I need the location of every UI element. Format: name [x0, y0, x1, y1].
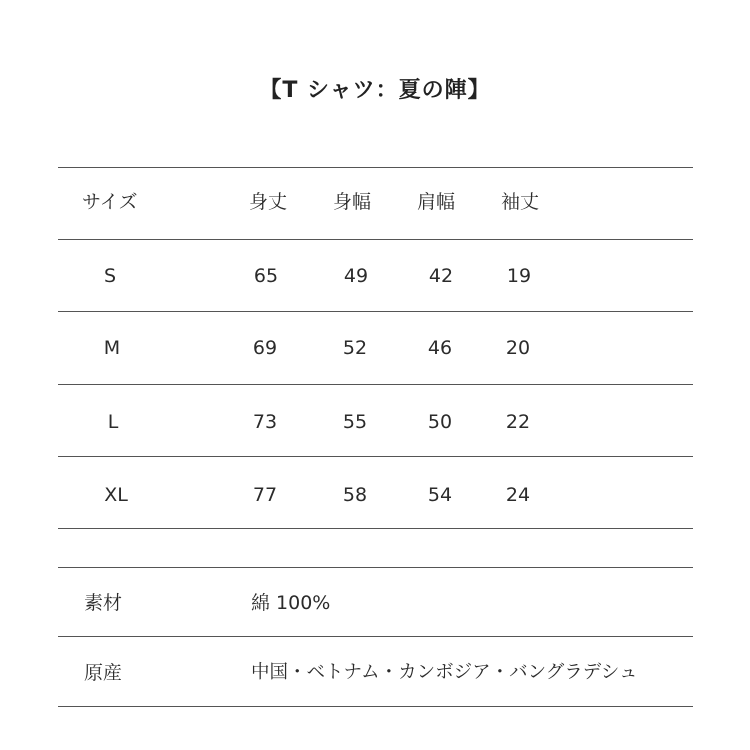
body-width-value: 58: [342, 484, 368, 506]
divider-top: [58, 167, 693, 168]
size-label: XL: [104, 484, 128, 506]
sleeve-length-value: 19: [506, 265, 532, 287]
header-body-width: 身幅: [333, 191, 372, 213]
divider-specs-bottom: [58, 706, 693, 707]
shoulder-width-value: 50: [427, 411, 453, 433]
sleeve-length-value: 20: [505, 337, 531, 359]
divider-row-l: [58, 456, 693, 457]
body-width-value: 49: [343, 265, 369, 287]
body-length-value: 69: [252, 337, 278, 359]
size-label: M: [103, 337, 121, 359]
shoulder-width-value: 42: [428, 265, 454, 287]
page-title: 【T シャツ：夏の陣】: [259, 78, 491, 103]
body-length-value: 73: [252, 411, 278, 433]
header-body-length: 身丈: [249, 191, 288, 213]
header-shoulder-width: 肩幅: [417, 191, 456, 213]
divider-specs-top: [58, 567, 693, 568]
sleeve-length-value: 22: [505, 411, 531, 433]
divider-row-xl: [58, 528, 693, 529]
body-length-value: 65: [253, 265, 279, 287]
divider-row-m: [58, 384, 693, 385]
shoulder-width-value: 46: [427, 337, 453, 359]
size-label: L: [107, 411, 119, 433]
divider-header: [58, 239, 693, 240]
divider-row-s: [58, 311, 693, 312]
body-width-value: 55: [342, 411, 368, 433]
spec-label-origin: 原産: [84, 662, 123, 684]
size-label: S: [103, 265, 117, 287]
shoulder-width-value: 54: [427, 484, 453, 506]
sleeve-length-value: 24: [505, 484, 531, 506]
body-width-value: 52: [342, 337, 368, 359]
spec-value-material: 綿 100%: [251, 592, 331, 614]
divider-specs-mid: [58, 636, 693, 637]
spec-value-origin: 中国・ベトナム・カンボジア・バングラデシュ: [251, 662, 638, 683]
body-length-value: 77: [252, 484, 278, 506]
header-sleeve-length: 袖丈: [501, 191, 540, 213]
header-size: サイズ: [82, 191, 138, 213]
spec-label-material: 素材: [84, 592, 123, 614]
